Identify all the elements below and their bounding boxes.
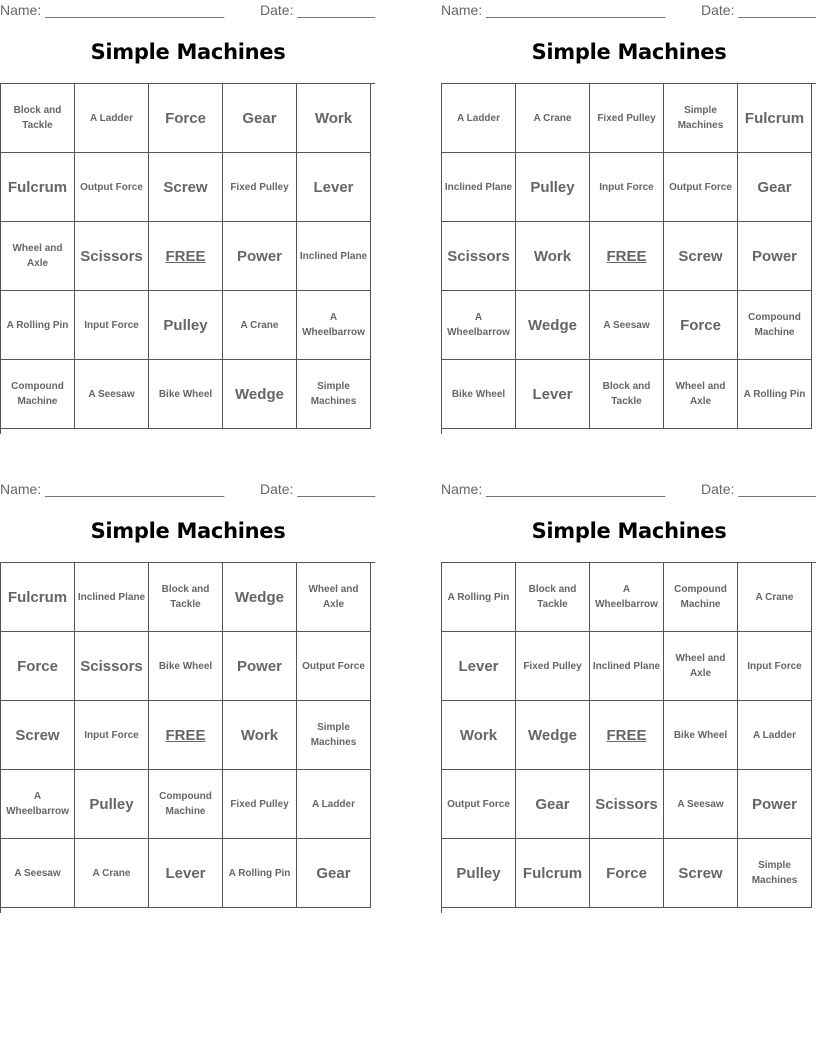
- name-date-row: [0, 481, 376, 499]
- bingo-cell: Block and Tackle: [516, 563, 590, 632]
- bingo-cell: Simple Machines: [738, 839, 812, 908]
- bingo-cell: Power: [738, 770, 812, 839]
- bingo-cell: Wheel and Axle: [297, 563, 371, 632]
- bingo-cell: A Rolling Pin: [442, 563, 516, 632]
- bingo-cell: Wheel and Axle: [1, 222, 75, 291]
- bingo-grid: [441, 562, 816, 913]
- bingo-card-3: [0, 479, 376, 929]
- bingo-cell: Work: [516, 222, 590, 291]
- bingo-cell: Screw: [1, 701, 75, 770]
- bingo-cell: Pulley: [516, 153, 590, 222]
- date-field: Date: __________: [260, 2, 376, 18]
- bingo-cell: Fulcrum: [1, 153, 75, 222]
- bingo-cell: Input Force: [738, 632, 812, 701]
- bingo-cell: Fixed Pulley: [223, 153, 297, 222]
- bingo-cell: A Seesaw: [664, 770, 738, 839]
- bingo-cell: Work: [223, 701, 297, 770]
- bingo-cell: Fixed Pulley: [516, 632, 590, 701]
- bingo-cell: Input Force: [75, 701, 149, 770]
- bingo-cell: Inclined Plane: [75, 563, 149, 632]
- bingo-cell: Compound Machine: [1, 360, 75, 429]
- card-title: Simple Machines: [90, 519, 286, 543]
- bingo-cell: Wheel and Axle: [664, 632, 738, 701]
- name-field: Name: _______________________: [0, 481, 225, 497]
- bingo-cell: Simple Machines: [664, 84, 738, 153]
- name-field: Name: _______________________: [441, 2, 666, 18]
- date-field: Date: __________: [260, 481, 376, 497]
- bingo-cell: A Rolling Pin: [1, 291, 75, 360]
- card-title: Simple Machines: [531, 40, 727, 64]
- free-space-cell: FREE: [590, 701, 664, 770]
- bingo-cell: Block and Tackle: [149, 563, 223, 632]
- bingo-cell: Compound Machine: [664, 563, 738, 632]
- bingo-cell: Inclined Plane: [590, 632, 664, 701]
- bingo-cell: Fulcrum: [738, 84, 812, 153]
- bingo-cell: A Crane: [75, 839, 149, 908]
- bingo-cell: A Seesaw: [75, 360, 149, 429]
- date-field: Date: __________: [701, 2, 816, 18]
- bingo-grid: [0, 83, 375, 434]
- bingo-grid: [441, 83, 816, 434]
- bingo-cell: Scissors: [442, 222, 516, 291]
- bingo-cell: Fixed Pulley: [223, 770, 297, 839]
- free-space-cell: FREE: [149, 222, 223, 291]
- bingo-cell: A Seesaw: [590, 291, 664, 360]
- bingo-cell: Output Force: [664, 153, 738, 222]
- bingo-cell: Compound Machine: [738, 291, 812, 360]
- bingo-cell: Lever: [149, 839, 223, 908]
- date-field: Date: __________: [701, 481, 816, 497]
- bingo-cell: A Ladder: [738, 701, 812, 770]
- bingo-cell: Scissors: [590, 770, 664, 839]
- bingo-cell: Gear: [516, 770, 590, 839]
- bingo-cell: A Wheelbarrow: [1, 770, 75, 839]
- bingo-cell: Bike Wheel: [149, 360, 223, 429]
- bingo-cell: Scissors: [75, 632, 149, 701]
- bingo-cell: Bike Wheel: [149, 632, 223, 701]
- bingo-cell: A Wheelbarrow: [442, 291, 516, 360]
- bingo-cell: Power: [223, 632, 297, 701]
- bingo-cell: Fulcrum: [516, 839, 590, 908]
- bingo-cell: Force: [664, 291, 738, 360]
- bingo-cell: A Wheelbarrow: [297, 291, 371, 360]
- bingo-cell: Pulley: [442, 839, 516, 908]
- bingo-cell: Work: [442, 701, 516, 770]
- name-date-row: [0, 2, 376, 20]
- bingo-cell: Wedge: [223, 360, 297, 429]
- bingo-cell: A Crane: [516, 84, 590, 153]
- bingo-cell: Input Force: [75, 291, 149, 360]
- name-date-row: [441, 481, 816, 499]
- bingo-cell: A Rolling Pin: [738, 360, 812, 429]
- bingo-grid: [0, 562, 375, 913]
- free-space-cell: FREE: [149, 701, 223, 770]
- card-title: Simple Machines: [531, 519, 727, 543]
- bingo-cell: A Rolling Pin: [223, 839, 297, 908]
- bingo-cell: Scissors: [75, 222, 149, 291]
- name-field: Name: _______________________: [441, 481, 666, 497]
- bingo-cell: Block and Tackle: [1, 84, 75, 153]
- bingo-cell: Gear: [223, 84, 297, 153]
- bingo-cell: A Ladder: [75, 84, 149, 153]
- bingo-cell: Pulley: [149, 291, 223, 360]
- bingo-card-2: [441, 0, 816, 450]
- bingo-cell: Fixed Pulley: [590, 84, 664, 153]
- bingo-cell: Wedge: [516, 291, 590, 360]
- bingo-cell: Inclined Plane: [442, 153, 516, 222]
- bingo-cell: Power: [223, 222, 297, 291]
- bingo-card-4: [441, 479, 816, 929]
- bingo-cell: Output Force: [75, 153, 149, 222]
- bingo-cell: Output Force: [442, 770, 516, 839]
- bingo-cell: A Wheelbarrow: [590, 563, 664, 632]
- bingo-cell: Screw: [664, 839, 738, 908]
- bingo-cell: Wheel and Axle: [664, 360, 738, 429]
- bingo-cell: Simple Machines: [297, 701, 371, 770]
- bingo-cell: A Crane: [738, 563, 812, 632]
- bingo-cell: A Seesaw: [1, 839, 75, 908]
- bingo-cell: Force: [1, 632, 75, 701]
- bingo-cell: Lever: [516, 360, 590, 429]
- bingo-cell: Screw: [664, 222, 738, 291]
- bingo-cell: Screw: [149, 153, 223, 222]
- bingo-cell: Output Force: [297, 632, 371, 701]
- bingo-cell: Pulley: [75, 770, 149, 839]
- bingo-cell: Wedge: [223, 563, 297, 632]
- bingo-cell: Gear: [738, 153, 812, 222]
- bingo-cell: Compound Machine: [149, 770, 223, 839]
- bingo-cell: Input Force: [590, 153, 664, 222]
- bingo-cell: Force: [590, 839, 664, 908]
- bingo-cell: Fulcrum: [1, 563, 75, 632]
- free-space-cell: FREE: [590, 222, 664, 291]
- bingo-cell: Gear: [297, 839, 371, 908]
- card-title: Simple Machines: [90, 40, 286, 64]
- bingo-cell: Wedge: [516, 701, 590, 770]
- name-date-row: [441, 2, 816, 20]
- bingo-cell: Bike Wheel: [442, 360, 516, 429]
- bingo-cell: Lever: [297, 153, 371, 222]
- bingo-cell: Work: [297, 84, 371, 153]
- bingo-cell: Force: [149, 84, 223, 153]
- bingo-cell: Bike Wheel: [664, 701, 738, 770]
- bingo-cell: Inclined Plane: [297, 222, 371, 291]
- bingo-cell: Simple Machines: [297, 360, 371, 429]
- name-field: Name: _______________________: [0, 2, 225, 18]
- bingo-cell: Lever: [442, 632, 516, 701]
- bingo-cell: Power: [738, 222, 812, 291]
- bingo-card-1: [0, 0, 376, 450]
- bingo-cell: A Crane: [223, 291, 297, 360]
- bingo-cell: A Ladder: [442, 84, 516, 153]
- bingo-cell: Block and Tackle: [590, 360, 664, 429]
- bingo-cell: A Ladder: [297, 770, 371, 839]
